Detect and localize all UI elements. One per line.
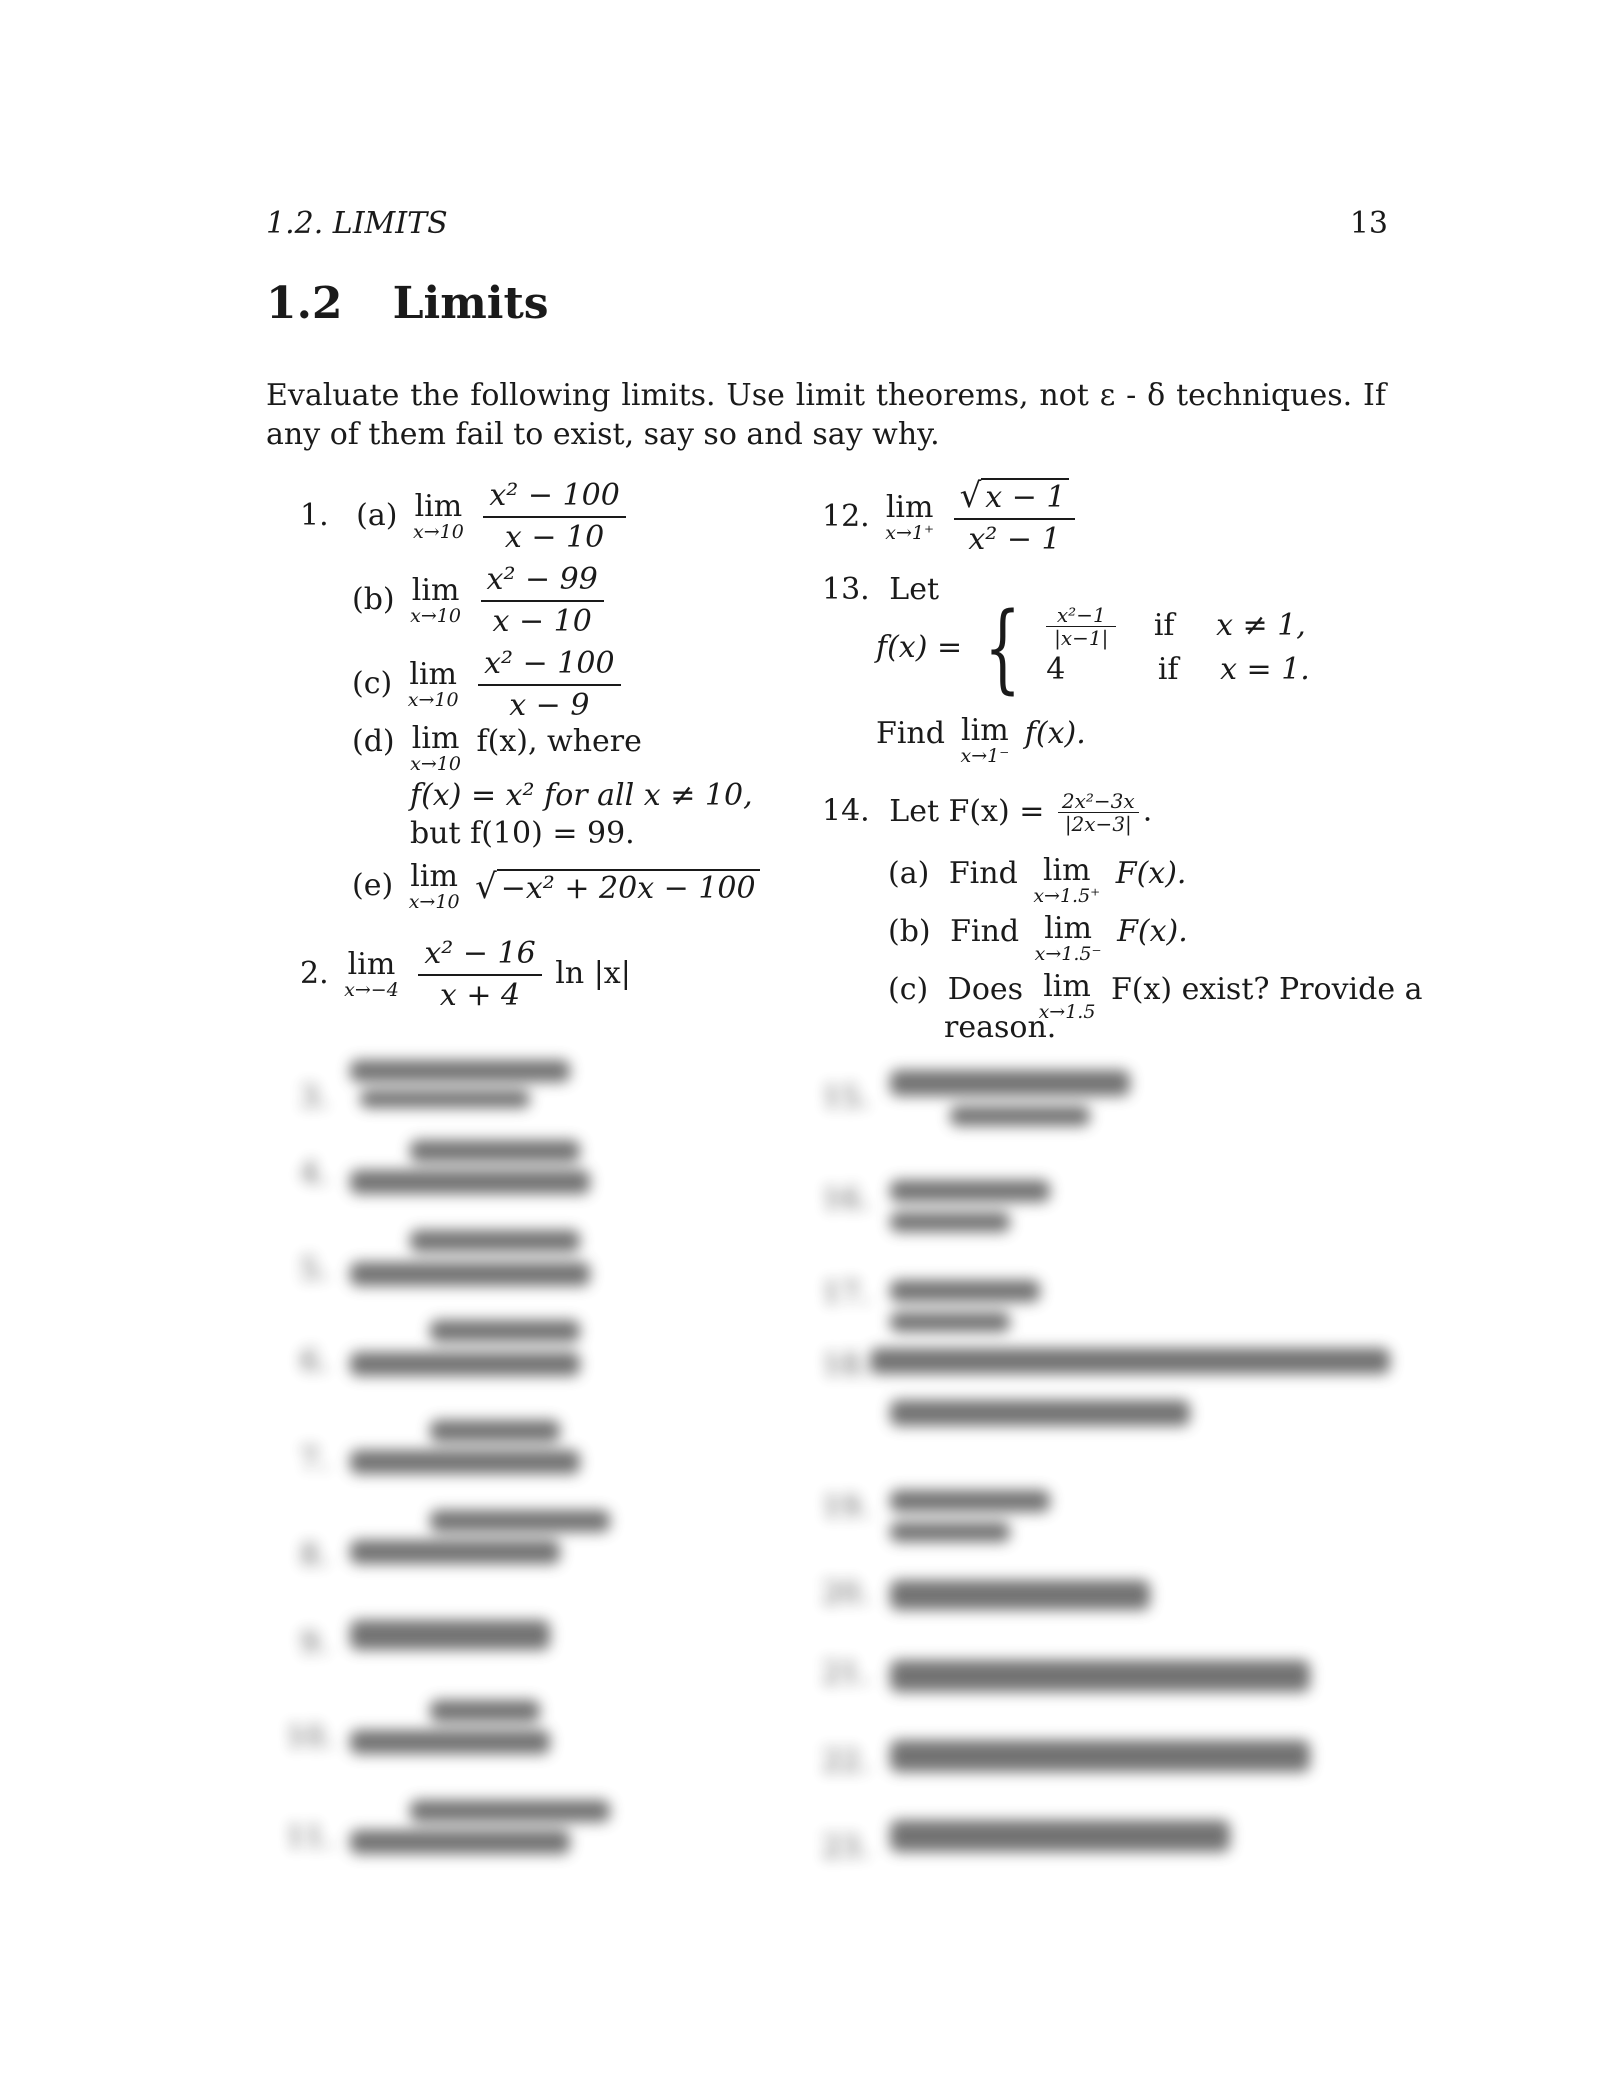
left-brace: { <box>983 591 1021 704</box>
section-title <box>266 278 549 329</box>
section-number: 1.2 <box>266 278 343 329</box>
problem-label-blurred: 8. <box>300 1538 329 1573</box>
fraction: $\frac{\text{x² − 16}}{x + 4}$ <box>418 936 541 1014</box>
limit-operator: lim x→10 <box>410 573 461 627</box>
problem-14-intro <box>822 790 1152 835</box>
fraction: $\frac{\text{x² − 100}}{x - 9}$ <box>478 646 620 724</box>
problem-1c <box>352 646 625 724</box>
limit-operator: lim x→10 <box>408 859 460 913</box>
cases <box>1042 604 1310 691</box>
limit-operator: lim x→1.5⁻ <box>1034 911 1102 965</box>
fraction: $\frac{√ x - 1}{\text{x² − 1}}$ <box>954 478 1076 558</box>
instructions: Evaluate the following limits. Use limit theorems, not ε - δ techniques. If any of them fail to exist, say so and say why. <box>266 378 1386 452</box>
problem-label-blurred: 21. <box>822 1656 870 1691</box>
square-root: √ −x² + 20x − 100 <box>475 867 760 907</box>
problem-label-blurred: 4. <box>300 1156 329 1191</box>
fraction: $\frac{\text{2x²−3x}}{|2x-3|}$ <box>1058 790 1139 835</box>
question-text: F(x) exist? Provide a <box>1110 972 1423 1007</box>
period: . <box>1142 793 1153 829</box>
limit-operator: lim x→−4 <box>344 947 399 1001</box>
problem-13-find <box>876 713 1086 767</box>
case-value: 4 <box>1046 652 1066 687</box>
section-title-text: Limits <box>392 278 549 329</box>
fraction: $\frac{\text{x² − 100}}{x - 10}$ <box>483 478 625 556</box>
problem-14a <box>888 853 1187 907</box>
fraction: $\frac{\text{x² − 99}}{x - 10}$ <box>481 562 604 640</box>
log-term: ln |x| <box>555 956 631 991</box>
limit-expression: F(x). <box>1117 914 1188 949</box>
part-label: (a) <box>888 856 930 891</box>
square-root: √ x − 1 <box>960 478 1070 516</box>
problem-label-blurred: 10. <box>286 1720 334 1755</box>
limit-operator: lim x→1.5 <box>1038 969 1096 1023</box>
find-text: Find <box>948 856 1018 891</box>
problem-1d <box>352 721 642 775</box>
problem-label-blurred: 20. <box>822 1576 870 1611</box>
limit-operator: lim x→1.5⁺ <box>1033 853 1101 907</box>
problem-label-blurred: 19. <box>822 1490 870 1525</box>
problem-label-blurred: 7. <box>300 1442 329 1477</box>
problem-label: 14. <box>822 793 870 829</box>
problem-label: 2. <box>300 956 329 991</box>
problem-13-intro <box>822 572 939 607</box>
case-condition: x = 1. <box>1220 652 1310 687</box>
problem-label-blurred: 3. <box>300 1080 329 1115</box>
case-if: if <box>1153 607 1175 643</box>
problem-1a <box>300 478 630 556</box>
find-text: Find <box>876 716 945 751</box>
limit-expression: F(x). <box>1115 856 1187 891</box>
function-name: f(x) = <box>876 630 963 665</box>
part-label: (c) <box>888 972 929 1007</box>
problem-label-blurred: 18. <box>822 1348 870 1383</box>
problem-1e <box>352 859 760 913</box>
problem-label-blurred: 15. <box>822 1080 870 1115</box>
part-label: (e) <box>352 868 394 903</box>
limit-operator: lim x→10 <box>413 489 464 543</box>
problem-text: Let F(x) = <box>889 793 1045 829</box>
piecewise-definition <box>876 591 1310 704</box>
problem-text: Let <box>889 572 939 607</box>
does-text: Does <box>947 972 1024 1007</box>
problem-2 <box>300 936 631 1014</box>
limit-operator: lim x→1⁺ <box>885 490 935 544</box>
problem-label-blurred: 23. <box>822 1830 870 1865</box>
problem-label: 13. <box>822 572 870 607</box>
case-fraction: $\frac{\text{x²−1}}{|x-1|}$ <box>1046 604 1116 649</box>
part-label: (b) <box>888 914 931 949</box>
blurred-expressions-right <box>870 1050 1390 1880</box>
problem-label-blurred: 22. <box>822 1744 870 1779</box>
limit-operator: lim x→1⁻ <box>960 713 1010 767</box>
problem-1d-definition: f(x) = x² for all x ≠ 10, <box>410 778 753 813</box>
problem-label: 12. <box>822 499 870 534</box>
part-label: (b) <box>352 582 395 617</box>
problem-label-blurred: 11. <box>286 1820 334 1855</box>
part-label: (a) <box>356 498 398 533</box>
problem-12 <box>822 478 1079 558</box>
part-label: (c) <box>352 666 393 701</box>
running-head: 1.2. LIMITS <box>266 206 448 241</box>
limit-operator: lim x→10 <box>407 657 459 711</box>
find-text: Find <box>950 914 1020 949</box>
problem-1b <box>352 562 608 640</box>
problem-label-blurred: 5. <box>300 1252 329 1287</box>
problem-1d-exception: but f(10) = 99. <box>410 816 635 851</box>
case-condition: x ≠ 1, <box>1216 607 1306 643</box>
limit-expression: f(x). <box>1024 716 1086 751</box>
case-if: if <box>1157 652 1179 687</box>
problem-14c-continuation: reason. <box>944 1010 1057 1045</box>
limit-expression: f(x), where <box>476 724 642 759</box>
blurred-expressions-left <box>330 1040 630 1880</box>
page-number: 13 <box>1349 206 1388 241</box>
limit-operator: lim x→10 <box>410 721 461 775</box>
problem-label: 1. <box>300 498 329 533</box>
problem-label-blurred: 16. <box>822 1182 870 1217</box>
problem-label-blurred: 6. <box>300 1344 329 1379</box>
problem-label-blurred: 17. <box>822 1276 870 1311</box>
part-label: (d) <box>352 724 395 759</box>
problem-14b <box>888 911 1188 965</box>
problem-label-blurred: 9. <box>300 1626 329 1661</box>
